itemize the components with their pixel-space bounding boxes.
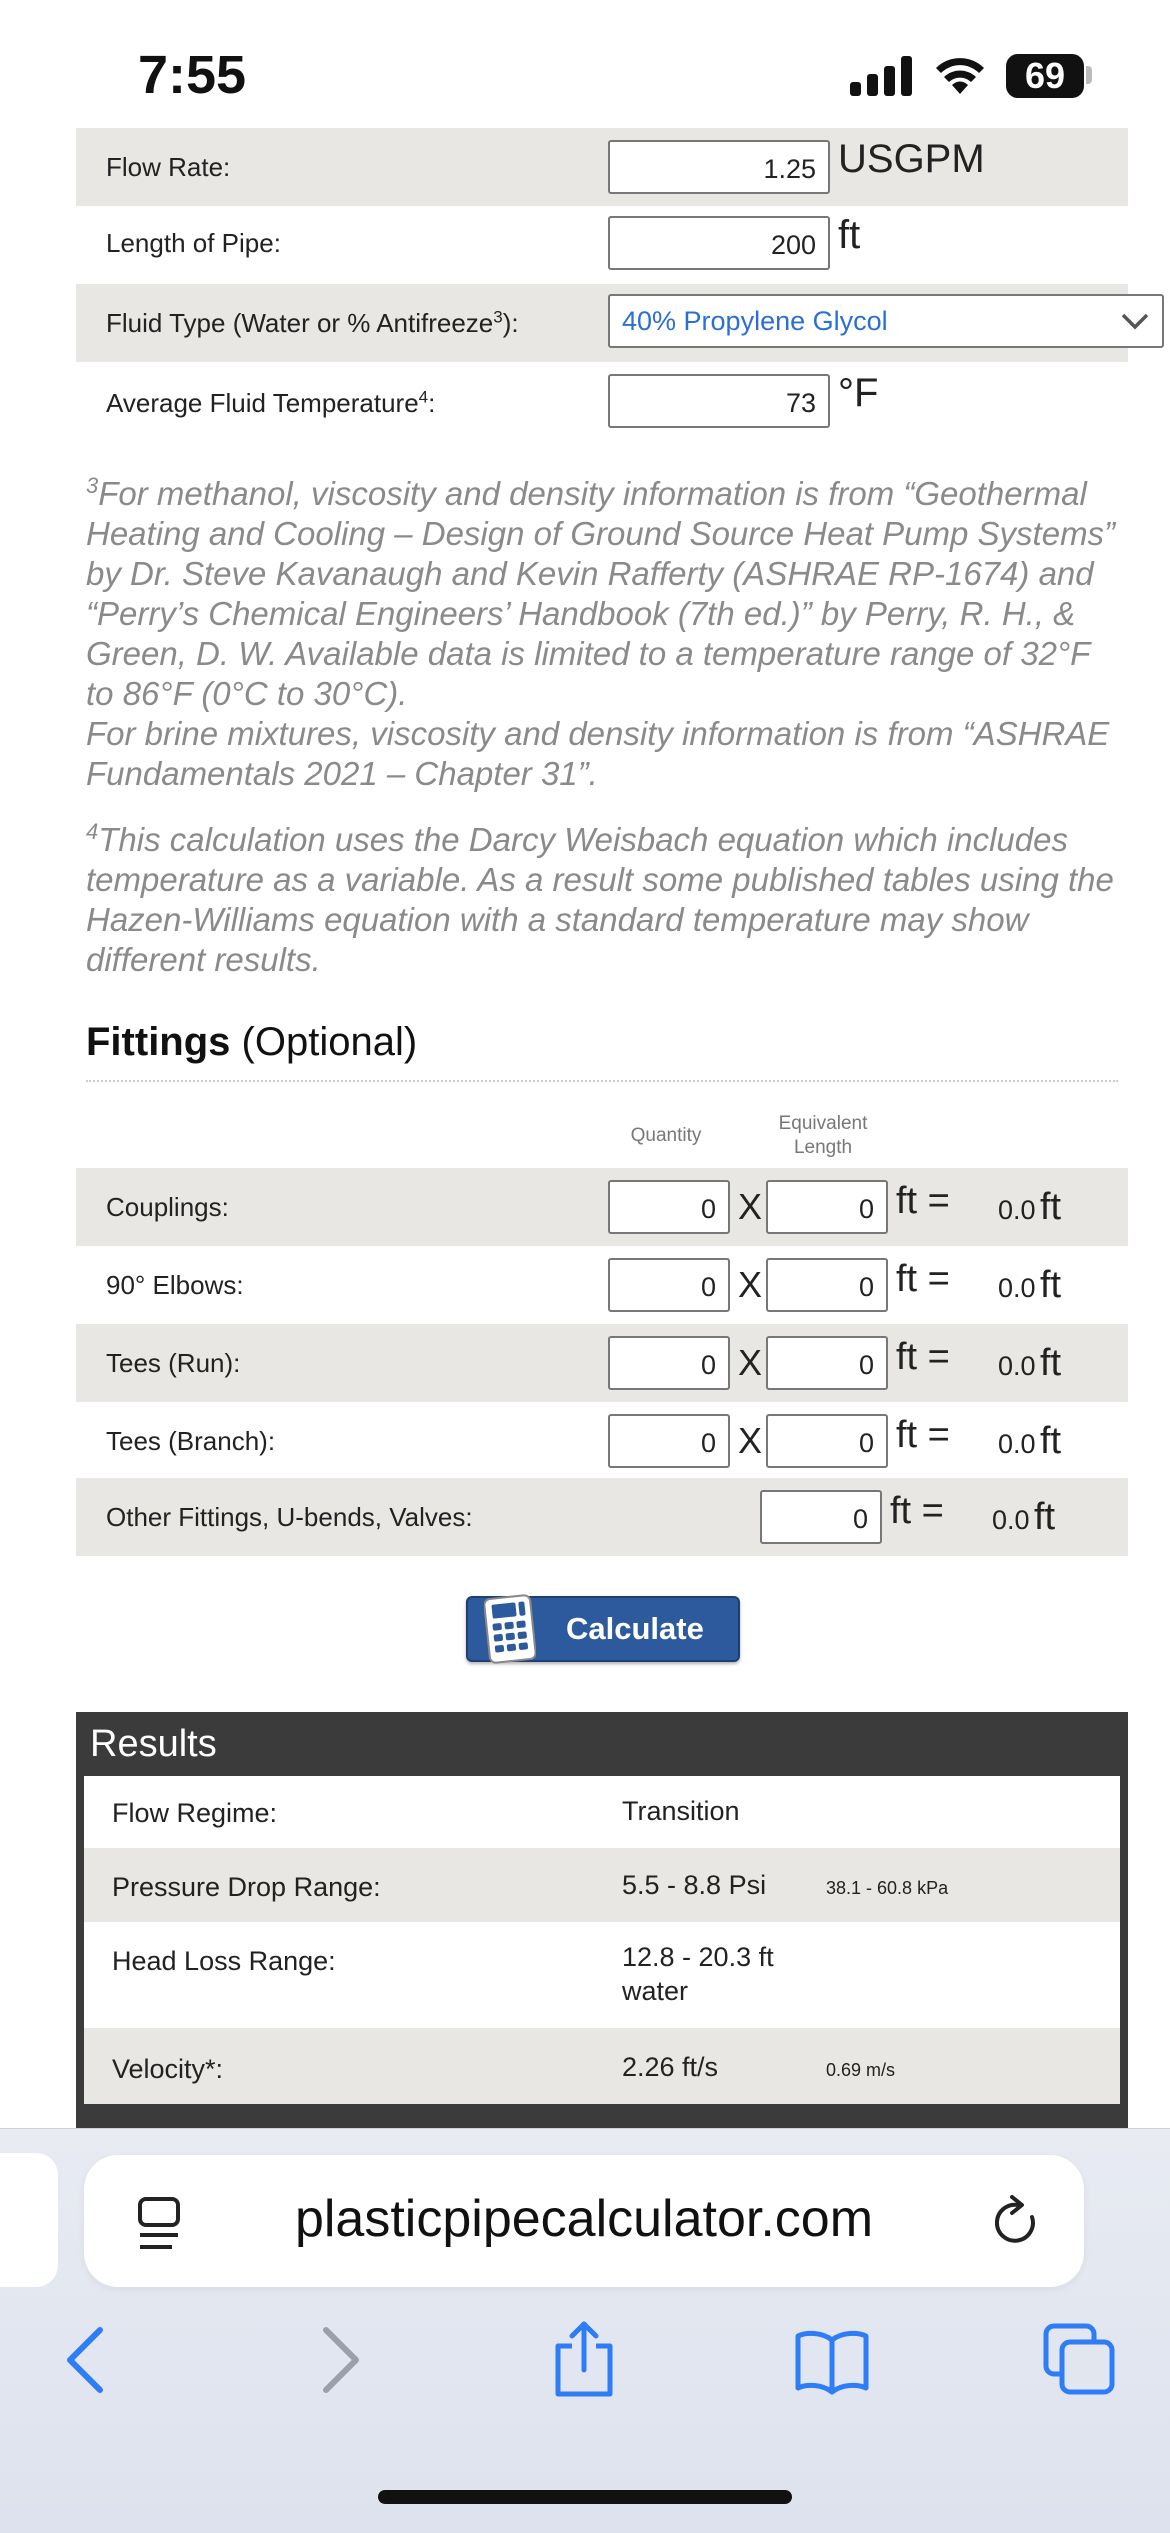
result-value: 2.26 ft/s — [622, 2052, 719, 2082]
status-time: 7:55 — [138, 45, 247, 105]
wifi-icon — [932, 52, 988, 96]
equivalent-length-input[interactable]: 0 — [760, 1490, 882, 1544]
fitting-row-tees-run — [76, 1324, 1128, 1402]
cellular-signal-icon — [850, 56, 912, 96]
footnote-3-brine: For brine mixtures, viscosity and density information is from “ASHRAE Fundamentals 2021 – Chapter 31”. — [86, 715, 1110, 792]
fitting-total: 0.0 ft — [998, 1186, 1062, 1228]
quantity-input[interactable]: 0 — [608, 1336, 730, 1390]
equivalent-length-input[interactable]: 0 — [766, 1414, 888, 1468]
avg-temp-row — [76, 364, 1128, 442]
pipe-length-row — [76, 204, 1128, 282]
footnote-3 — [86, 466, 1126, 794]
fitting-label: 90° Elbows: — [106, 1270, 244, 1300]
result-label: Velocity*: — [112, 2054, 224, 2084]
fluid-type-label: Fluid Type (Water or % Antifreeze$^3$): — [106, 307, 519, 338]
quantity-input[interactable]: 0 — [608, 1180, 730, 1234]
fitting-row-elbows — [76, 1246, 1128, 1324]
fluid-type-selected: 40% Propylene Glycol — [622, 306, 888, 336]
equivalent-length-input[interactable]: 0 — [766, 1180, 888, 1234]
tabs-icon[interactable] — [1040, 2320, 1120, 2400]
quantity-input[interactable]: 0 — [608, 1258, 730, 1312]
result-label: Head Loss Range: — [112, 1946, 336, 1976]
fluid-type-select[interactable] — [608, 294, 1164, 348]
fitting-row-couplings — [76, 1168, 1128, 1246]
fluid-type-row — [76, 284, 1128, 362]
ft-equals: ft = — [896, 1258, 950, 1300]
flow-rate-label: Flow Rate: — [106, 152, 231, 182]
ft-equals: ft = — [896, 1336, 950, 1378]
results-panel — [76, 1712, 1128, 2132]
bookmarks-icon[interactable] — [792, 2320, 872, 2400]
forward-icon[interactable] — [298, 2320, 378, 2400]
fittings-divider — [86, 1080, 1118, 1082]
avg-temp-label: Average Fluid Temperature$^4$: — [106, 387, 436, 418]
col-header-equivalent-length: Equivalent Length — [778, 1113, 868, 1158]
fitting-total: 0.0 ft — [998, 1264, 1062, 1306]
result-metric: 0.69 m/s — [826, 2060, 896, 2080]
fitting-row-tees-branch — [76, 1402, 1128, 1480]
reload-icon[interactable] — [988, 2193, 1044, 2253]
back-icon[interactable] — [48, 2320, 128, 2400]
footnote-4-marker: 4 — [86, 819, 99, 844]
fitting-row-other — [76, 1478, 1128, 1556]
url-text: plasticpipecalculator.com — [294, 2190, 874, 2248]
result-row-flow-regime — [84, 1776, 1120, 1848]
battery-icon: 69 — [1006, 54, 1084, 98]
multiply-sign: X — [738, 1264, 763, 1305]
pipe-length-unit: ft — [838, 213, 861, 257]
result-value: 12.8 - 20.3 ft water — [622, 1942, 774, 2006]
result-metric: 38.1 - 60.8 kPa — [826, 1878, 949, 1898]
address-bar[interactable] — [84, 2155, 1084, 2287]
result-label: Pressure Drop Range: — [112, 1872, 381, 1902]
result-row-velocity — [84, 2028, 1120, 2104]
result-value: Transition — [622, 1796, 740, 1826]
calculate-label: Calculate — [566, 1611, 704, 1646]
multiply-sign: X — [738, 1342, 763, 1383]
previous-tab-preview[interactable] — [0, 2153, 58, 2287]
quantity-input[interactable]: 0 — [608, 1414, 730, 1468]
ft-equals: ft = — [890, 1490, 944, 1532]
fitting-total: 0.0 ft — [998, 1420, 1062, 1462]
flow-rate-row — [76, 128, 1128, 206]
fitting-total: 0.0 ft — [998, 1342, 1062, 1384]
footnote-3-text: For methanol, viscosity and density information is from “Geothermal Heating and Cooling – Design of Ground Source Heat Pump Systems” by Dr. Steve Kavanaugh and Kevin Rafferty (ASHRAE RP-1674) and “Perry’s Chemical Engineers’ Handbook (7th ed.)” by Perry, R. H., & Green, D. W. Available data is limited to a temperature range of 32°F to 86°F (0°C to 30°C). — [86, 475, 1116, 712]
chevron-down-icon — [1120, 306, 1150, 336]
share-icon[interactable] — [544, 2320, 624, 2400]
fittings-title: Fittings (Optional) — [86, 1020, 418, 1064]
flow-rate-unit: USGPM — [838, 137, 985, 181]
result-label: Flow Regime: — [112, 1798, 278, 1828]
footnote-3-marker: 3 — [86, 473, 99, 498]
ft-equals: ft = — [896, 1180, 950, 1222]
flow-rate-input[interactable]: 1.25 — [608, 140, 830, 194]
ft-equals: ft = — [896, 1414, 950, 1456]
battery-tip — [1086, 66, 1092, 84]
results-title: Results — [90, 1723, 217, 1765]
fitting-label: Tees (Run): — [106, 1348, 241, 1378]
fitting-label: Couplings: — [106, 1192, 229, 1222]
result-row-head-loss — [84, 1922, 1120, 2028]
pipe-length-input[interactable]: 200 — [608, 216, 830, 270]
footnote-4-text: This calculation uses the Darcy Weisbach equation which includes temperature as a variable. As a result some published tables using the Hazen-Williams equation with a standard temperature may show different results. — [86, 821, 1114, 978]
footnote-4 — [86, 812, 1126, 980]
fitting-label: Tees (Branch): — [106, 1426, 276, 1456]
result-row-pressure-drop — [84, 1848, 1120, 1922]
calculator-icon — [484, 1594, 536, 1664]
fitting-label: Other Fittings, U-bends, Valves: — [106, 1502, 473, 1532]
status-bar — [0, 0, 1170, 140]
avg-temp-unit: °F — [838, 371, 879, 415]
col-header-quantity: Quantity — [630, 1125, 702, 1146]
equivalent-length-input[interactable]: 0 — [766, 1336, 888, 1390]
fitting-total: 0.0 ft — [992, 1496, 1056, 1538]
home-indicator[interactable] — [378, 2490, 792, 2504]
pipe-length-label: Length of Pipe: — [106, 228, 281, 258]
multiply-sign: X — [738, 1420, 763, 1461]
result-value: 5.5 - 8.8 Psi — [622, 1870, 767, 1900]
equivalent-length-input[interactable]: 0 — [766, 1258, 888, 1312]
multiply-sign: X — [738, 1186, 763, 1227]
avg-temp-input[interactable]: 73 — [608, 374, 830, 428]
calculate-button[interactable] — [466, 1596, 740, 1662]
